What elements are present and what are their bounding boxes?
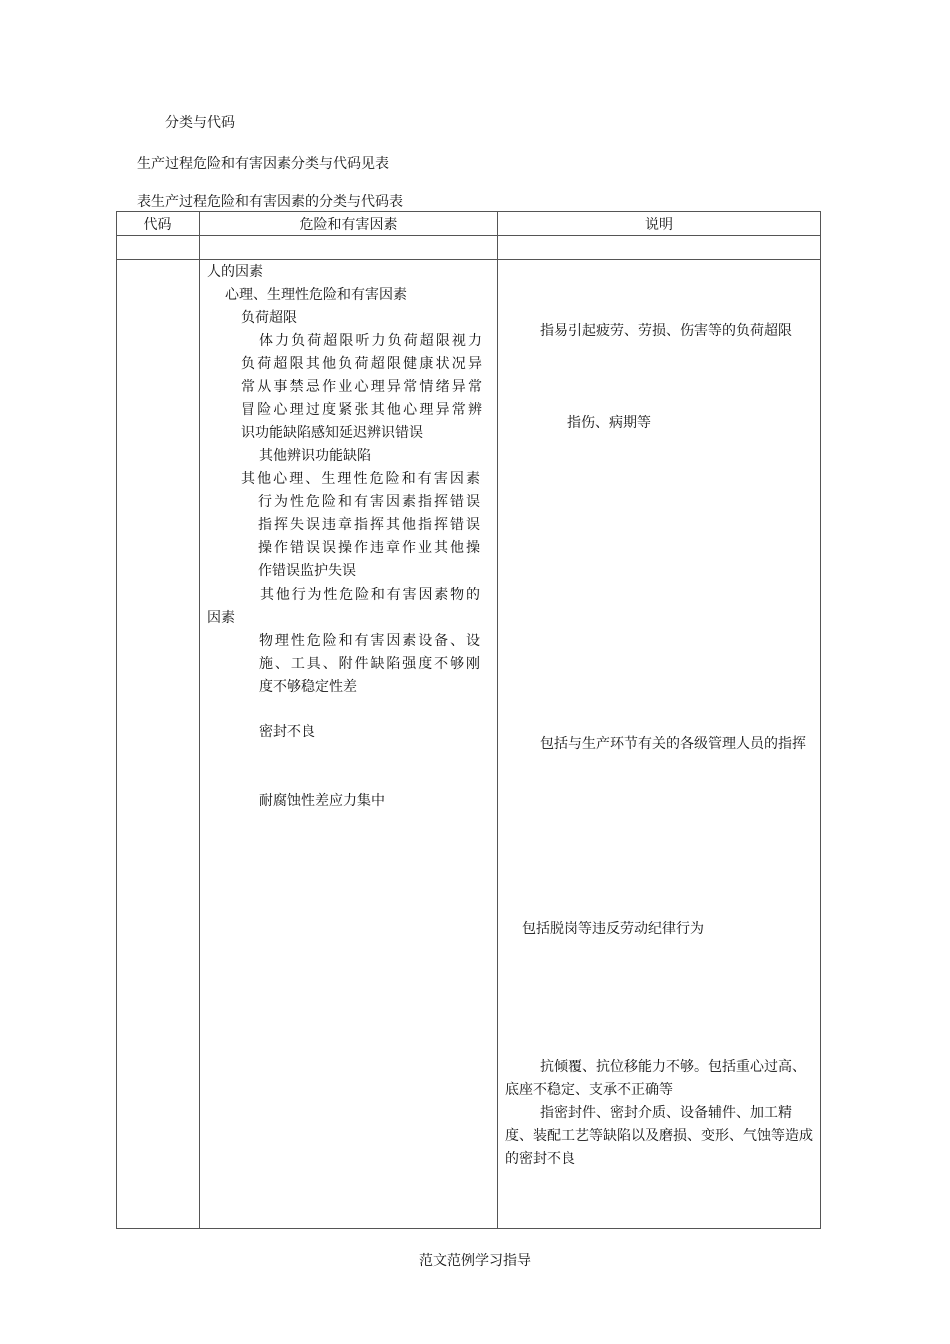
- factor-human: 人的因素: [207, 264, 263, 280]
- note-health: 指伤、病期等: [567, 415, 651, 431]
- table-border-top: [116, 211, 821, 212]
- factor-line: 作错误监护失误: [258, 563, 356, 579]
- factor-line: 物理性危险和有害因素设备、设: [259, 633, 480, 649]
- header-factor: 危险和有害因素: [299, 217, 398, 233]
- column-divider-1: [199, 211, 200, 1229]
- factor-line: 其他心理、生理性危险和有害因素: [241, 471, 480, 487]
- table-title: 表生产过程危险和有害因素的分类与代码表: [137, 194, 403, 210]
- footer-text: 范文范例学习指导: [419, 1253, 531, 1269]
- table-border-right: [820, 211, 821, 1229]
- factor-line: 施、工具、附件缺陷强度不够刚: [259, 656, 480, 672]
- factor-seal-poor: 密封不良: [259, 724, 315, 740]
- factor-line: 操作错误误操作违章作业其他操: [258, 540, 480, 556]
- empty-row-divider: [116, 259, 821, 260]
- note-text: 指易引起疲劳、劳损、伤害等的负荷超限: [540, 323, 792, 339]
- factor-line: 因素: [207, 610, 235, 626]
- hazard-classification-table: [116, 211, 821, 1229]
- note-violation: 包括脱岗等违反劳动纪律行为: [522, 921, 704, 937]
- factor-line: 指挥失误违章指挥其他指挥错误: [258, 517, 480, 533]
- note-text: 指密封件、密封介质、设备辅件、加工精度、装配工艺等缺陷以及磨损、变形、气蚀等造成的密封不良: [505, 1105, 813, 1167]
- factor-line: 度不够稳定性差: [259, 679, 357, 695]
- factor-line: 常从事禁忌作业心理异常情绪异常: [241, 379, 482, 395]
- factor-line: 体力负荷超限听力负荷超限视力: [259, 333, 482, 349]
- note-stability: [505, 1056, 814, 1171]
- factor-line: 冒险心理过度紧张其他心理异常辨: [241, 402, 482, 418]
- column-divider-2: [497, 211, 498, 1229]
- note-command: [505, 733, 814, 756]
- factor-line: 负荷超限其他负荷超限健康状况异: [241, 356, 482, 372]
- header-code: 代码: [143, 217, 172, 233]
- note-load-overlimit: [505, 320, 814, 343]
- note-text: 包括与生产环节有关的各级管理人员的指挥: [540, 736, 806, 752]
- table-border-bottom: [116, 1228, 821, 1229]
- factor-line: 其他行为性危险和有害因素物的: [260, 587, 480, 603]
- header-row-divider: [116, 235, 821, 236]
- factor-corrosion: 耐腐蚀性差应力集中: [259, 793, 385, 809]
- header-note: 说明: [645, 217, 673, 233]
- note-text: 抗倾覆、抗位移能力不够。包括重心过高、底座不稳定、支承不正确等: [505, 1059, 806, 1098]
- factor-psych-physio: 心理、生理性危险和有害因素: [225, 287, 407, 303]
- section-heading: 分类与代码: [165, 115, 235, 131]
- factor-line: 识功能缺陷感知延迟辨识错误: [241, 425, 423, 441]
- factor-line: 行为性危险和有害因素指挥错误: [258, 494, 480, 510]
- table-border-left: [116, 211, 117, 1229]
- factor-load-overlimit: 负荷超限: [241, 310, 297, 326]
- factor-line: 其他辨识功能缺陷: [259, 448, 371, 464]
- intro-text: 生产过程危险和有害因素分类与代码见表: [137, 156, 389, 172]
